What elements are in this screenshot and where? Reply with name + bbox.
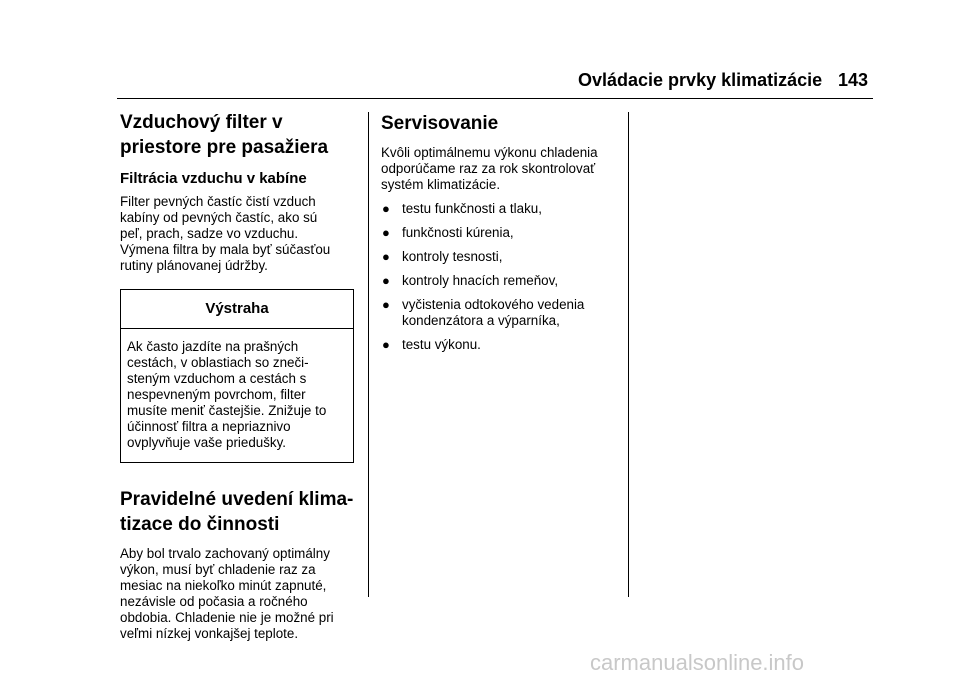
watermark: carmanualsonline.info [590, 650, 805, 675]
bullet-icon: ● [382, 337, 390, 352]
warning-title: Výstraha [121, 290, 353, 329]
list-item-text: testu výkonu. [402, 337, 481, 352]
list-item [381, 201, 631, 217]
paragraph-filter-description: Filter pevných častíc čistí vzduch kabíny od pevných častíc, ako sú peľ, prach, sadze vo vzduchu. Výmena filtra by mala byť súčasťou rutiny plánovanej údržby. [120, 194, 331, 273]
service-checklist [381, 201, 631, 353]
paragraph-periodic-operation: Aby bol trvalo zachovaný optimálny výkon, musí byť chladenie raz za mesiac na niekoľko minút zapnuté, nezávisle od počasia a ročného obdobia. Chladenie nie je možné pri veľmi nízkej vonkajšej teplote. [120, 546, 334, 641]
bullet-icon: ● [382, 273, 390, 288]
column-divider [368, 112, 369, 597]
list-item-text: kontroly tesnosti, [402, 249, 503, 264]
list-item [381, 297, 631, 329]
list-item [381, 249, 631, 265]
bullet-icon: ● [382, 249, 390, 264]
section-heading-servicing: Servisovanie [381, 113, 499, 134]
list-item-text: funkčnosti kúrenia, [402, 225, 514, 240]
list-item-text: kontroly hnacích remeňov, [402, 273, 559, 288]
left-column [120, 110, 358, 642]
running-header-title: Ovládacie prvky klimatizácie [578, 70, 823, 90]
paragraph-servicing-intro: Kvôli optimálnemu výkonu chladenia odporúčame raz za rok skontrolovať systém klimatizácie. [381, 145, 598, 192]
list-item [381, 337, 631, 353]
header-rule [117, 98, 873, 99]
page-number: 143 [838, 70, 869, 90]
list-item [381, 225, 631, 241]
middle-column [381, 110, 631, 353]
bullet-icon: ● [382, 297, 390, 312]
bullet-icon: ● [382, 225, 390, 240]
section-heading-air-filter: Vzduchový filter v priestore pre pasažiera [120, 112, 329, 158]
warning-box [120, 289, 354, 463]
bullet-icon: ● [382, 201, 390, 216]
subheading-cabin-filtration: Filtrácia vzduchu v kabíne [120, 170, 307, 187]
section-heading-periodic-operation: Pravidelné uvedení klima- tizace do činnosti [120, 489, 354, 535]
warning-text: Ak často jazdíte na prašných cestách, v oblastiach so zneči- steným vzduchom a cestách s nespevneným povrchom, filter musíte meniť častejšie. Znižuje to účinnosť filtra a nepriaznivo ovplyvňuje vaše priedušky. [127, 339, 327, 450]
list-item-text: vyčistenia odtokového vedenia kondenzátora a výparníka, [402, 297, 585, 328]
list-item-text: testu funkčnosti a tlaku, [402, 201, 542, 216]
list-item [381, 273, 631, 289]
warning-body [121, 329, 353, 462]
